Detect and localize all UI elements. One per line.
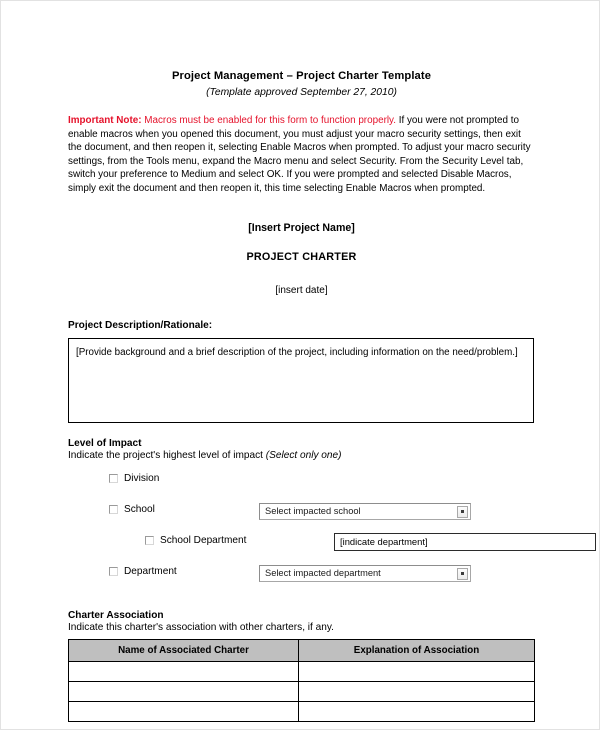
table-header-row <box>69 639 535 661</box>
dropdown-impacted-department-value: Select impacted department <box>265 568 381 579</box>
important-note-paragraph <box>68 114 535 196</box>
document-subtitle: (Template approved September 27, 2010) <box>206 87 397 98</box>
insert-project-name-placeholder[interactable]: [Insert Project Name] <box>248 221 355 234</box>
checkbox-school-department-label: School Department <box>160 534 247 546</box>
impact-row-department <box>68 563 535 594</box>
project-description-box[interactable] <box>68 338 534 423</box>
chevron-down-icon[interactable] <box>457 568 468 580</box>
checkbox-division-icon[interactable] <box>109 474 118 483</box>
important-note-red-text: Macros must be enabled for this form to function properly. <box>141 114 397 126</box>
checkbox-school-department-wrapper[interactable] <box>145 536 246 546</box>
table-cell-charter-name[interactable] <box>69 681 299 701</box>
table-row <box>69 701 535 721</box>
checkbox-division-label: Division <box>124 472 160 484</box>
impact-row-school <box>68 501 535 532</box>
dropdown-impacted-department[interactable] <box>259 565 471 582</box>
document-content <box>68 1 535 722</box>
level-of-impact-instruction <box>68 450 535 461</box>
checkbox-school-label: School <box>124 503 155 515</box>
column-header-name-of-associated-charter: Name of Associated Charter <box>69 639 299 661</box>
column-header-explanation-of-association: Explanation of Association <box>299 639 535 661</box>
level-of-impact-section <box>68 438 535 594</box>
charter-association-label: Charter Association <box>68 609 164 621</box>
important-note-lead: Important Note: <box>68 114 142 126</box>
checkbox-department-label: Department <box>124 565 177 577</box>
input-indicate-department-value: [indicate department] <box>340 536 428 548</box>
input-indicate-department[interactable] <box>334 533 596 551</box>
checkbox-school-department-icon[interactable] <box>145 536 154 545</box>
checkbox-school-wrapper[interactable] <box>109 505 155 515</box>
caret-glyph <box>461 572 464 575</box>
level-of-impact-instruction-plain: Indicate the project's highest level of impact <box>68 449 266 461</box>
important-note-black-text: If you were not prompted to enable macros when you opened this document, you must adjust your macro security settings, then exit the document, and then reopen it, selecting Enable Macros when prompted. To adjust your macro security settings, from the Tools menu, expand the Macro menu and select Security. From the Security Level tab, switch your preference to Medium and select OK. If you were prompted and selected Disable Macros, simply exit the document and then reopen it, this time selecting Enable Macros when prompted. <box>68 114 531 195</box>
level-of-impact-label: Level of Impact <box>68 437 142 449</box>
checkbox-department-icon[interactable] <box>109 567 118 576</box>
document-title: Project Management – Project Charter Template <box>171 70 432 82</box>
table-cell-explanation[interactable] <box>299 661 535 681</box>
checkbox-school-icon[interactable] <box>109 505 118 514</box>
charter-association-instruction: Indicate this charter's association with other charters, if any. <box>68 621 334 633</box>
dropdown-impacted-school-value: Select impacted school <box>265 506 361 517</box>
project-description-label: Project Description/Rationale: <box>68 319 213 331</box>
level-of-impact-instruction-italic: (Select only one) <box>265 449 342 461</box>
project-charter-heading: PROJECT CHARTER <box>246 250 357 263</box>
project-description-placeholder: [Provide background and a brief description of the project, including information on the need/problem.] <box>76 346 518 358</box>
table-cell-explanation[interactable] <box>299 681 535 701</box>
checkbox-department-wrapper[interactable] <box>109 567 177 577</box>
dropdown-impacted-school[interactable] <box>259 503 471 520</box>
level-of-impact-options <box>68 470 535 594</box>
impact-row-division <box>68 470 535 501</box>
table-row <box>69 681 535 701</box>
checkbox-division-wrapper[interactable] <box>109 474 159 484</box>
table-cell-explanation[interactable] <box>299 701 535 721</box>
charter-association-table <box>68 639 535 722</box>
insert-date-placeholder[interactable]: [insert date] <box>275 284 328 296</box>
table-cell-charter-name[interactable] <box>69 701 299 721</box>
charter-association-section <box>68 610 535 722</box>
caret-glyph <box>461 510 464 513</box>
table-row <box>69 661 535 681</box>
table-cell-charter-name[interactable] <box>69 661 299 681</box>
chevron-down-icon[interactable] <box>457 506 468 518</box>
impact-row-school-department <box>68 532 535 563</box>
